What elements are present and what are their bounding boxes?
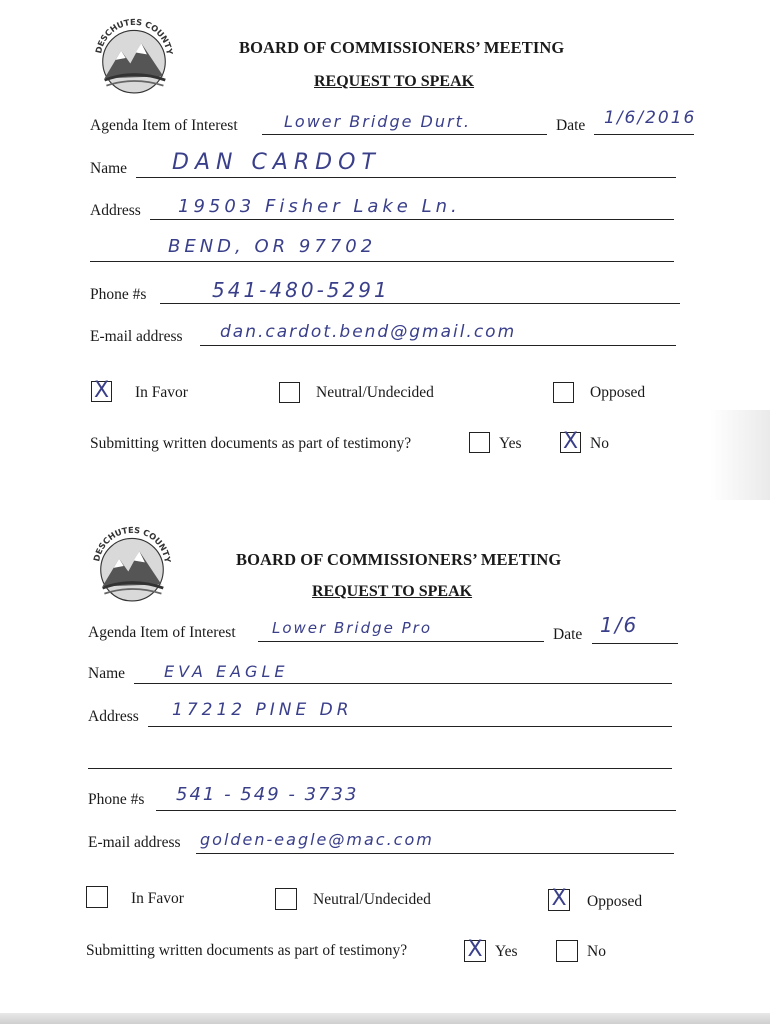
logo-text: DESCHUTES COUNTY — [91, 524, 173, 564]
neutral-checkbox[interactable] — [275, 888, 297, 910]
form-title: BOARD OF COMMISSIONERS’ MEETING — [236, 550, 562, 569]
logo-text: DESCHUTES COUNTY — [93, 16, 175, 56]
agenda-line — [262, 134, 547, 135]
phone-label: Phone #s — [90, 286, 147, 303]
date-line — [592, 643, 678, 644]
phone-label: Phone #s — [88, 791, 145, 808]
date-label: Date — [553, 626, 583, 643]
opposed-checkbox[interactable] — [553, 382, 574, 403]
email-line — [200, 345, 676, 346]
county-logo — [88, 12, 180, 104]
address-line-1 — [148, 726, 672, 727]
name-label: Name — [90, 160, 128, 177]
yes-checkbox[interactable] — [469, 432, 490, 453]
name-value[interactable]: DAN CARDOT — [172, 150, 381, 175]
email-label: E-mail address — [90, 328, 183, 345]
date-label: Date — [556, 117, 586, 134]
check-mark: X — [551, 886, 567, 911]
county-logo — [86, 520, 178, 612]
check-mark: X — [93, 378, 110, 403]
scan-edge — [0, 1013, 770, 1024]
in-favor-label: In Favor — [135, 384, 188, 401]
no-label: No — [587, 943, 606, 960]
email-value[interactable]: golden-eagle@mac.com — [200, 830, 434, 849]
check-mark: X — [467, 937, 483, 962]
name-value[interactable]: EVA EAGLE — [164, 662, 289, 681]
neutral-label: Neutral/Undecided — [316, 384, 434, 401]
phone-value[interactable]: 541-480-5291 — [212, 278, 390, 302]
form-subtitle: REQUEST TO SPEAK — [312, 583, 473, 600]
agenda-line — [258, 641, 544, 642]
form-subtitle: REQUEST TO SPEAK — [314, 73, 475, 90]
date-value[interactable]: 1/6 — [600, 613, 639, 637]
yes-label: Yes — [495, 943, 518, 960]
yes-checkbox[interactable] — [464, 937, 486, 962]
address-line-2 — [90, 261, 674, 262]
agenda-value[interactable]: Lower Bridge Durt. — [284, 112, 471, 131]
address-line1-value[interactable]: 19503 Fisher Lake Ln. — [178, 196, 461, 217]
written-docs-label: Submitting written documents as part of testimony? — [86, 942, 408, 959]
scan-shadow — [710, 410, 770, 500]
agenda-label: Agenda Item of Interest — [90, 117, 238, 134]
address-line-2 — [88, 768, 672, 769]
neutral-label: Neutral/Undecided — [313, 891, 431, 908]
phone-line — [156, 810, 676, 811]
address-line1-value[interactable]: 17212 PINE DR — [172, 700, 353, 720]
opposed-label: Opposed — [590, 384, 646, 401]
date-value[interactable]: 1/6/2016 — [604, 108, 697, 128]
agenda-label: Agenda Item of Interest — [88, 624, 236, 641]
date-line — [594, 134, 694, 135]
email-line — [196, 853, 674, 854]
agenda-value[interactable]: Lower Bridge Pro — [272, 619, 433, 637]
address-label: Address — [88, 708, 139, 725]
address-line-1 — [150, 219, 674, 220]
address-label: Address — [90, 202, 141, 219]
name-line — [136, 177, 676, 178]
yes-label: Yes — [499, 435, 522, 452]
name-label: Name — [88, 665, 126, 682]
phone-value[interactable]: 541 - 549 - 3733 — [176, 784, 359, 805]
in-favor-checkbox[interactable] — [86, 886, 108, 908]
email-value[interactable]: dan.cardot.bend@gmail.com — [220, 322, 517, 342]
neutral-checkbox[interactable] — [279, 382, 300, 403]
opposed-checkbox[interactable] — [548, 886, 570, 911]
in-favor-checkbox[interactable] — [91, 378, 112, 403]
in-favor-label: In Favor — [131, 890, 184, 907]
written-docs-label: Submitting written documents as part of testimony? — [90, 435, 412, 452]
no-checkbox[interactable] — [556, 940, 578, 962]
opposed-label: Opposed — [587, 893, 643, 910]
phone-line — [160, 303, 680, 304]
check-mark: X — [562, 429, 579, 454]
name-line — [134, 683, 672, 684]
form-title: BOARD OF COMMISSIONERS’ MEETING — [239, 38, 565, 57]
address-line2-value[interactable]: BEND, OR 97702 — [168, 236, 377, 257]
no-label: No — [590, 435, 609, 452]
email-label: E-mail address — [88, 834, 181, 851]
no-checkbox[interactable] — [560, 429, 581, 454]
